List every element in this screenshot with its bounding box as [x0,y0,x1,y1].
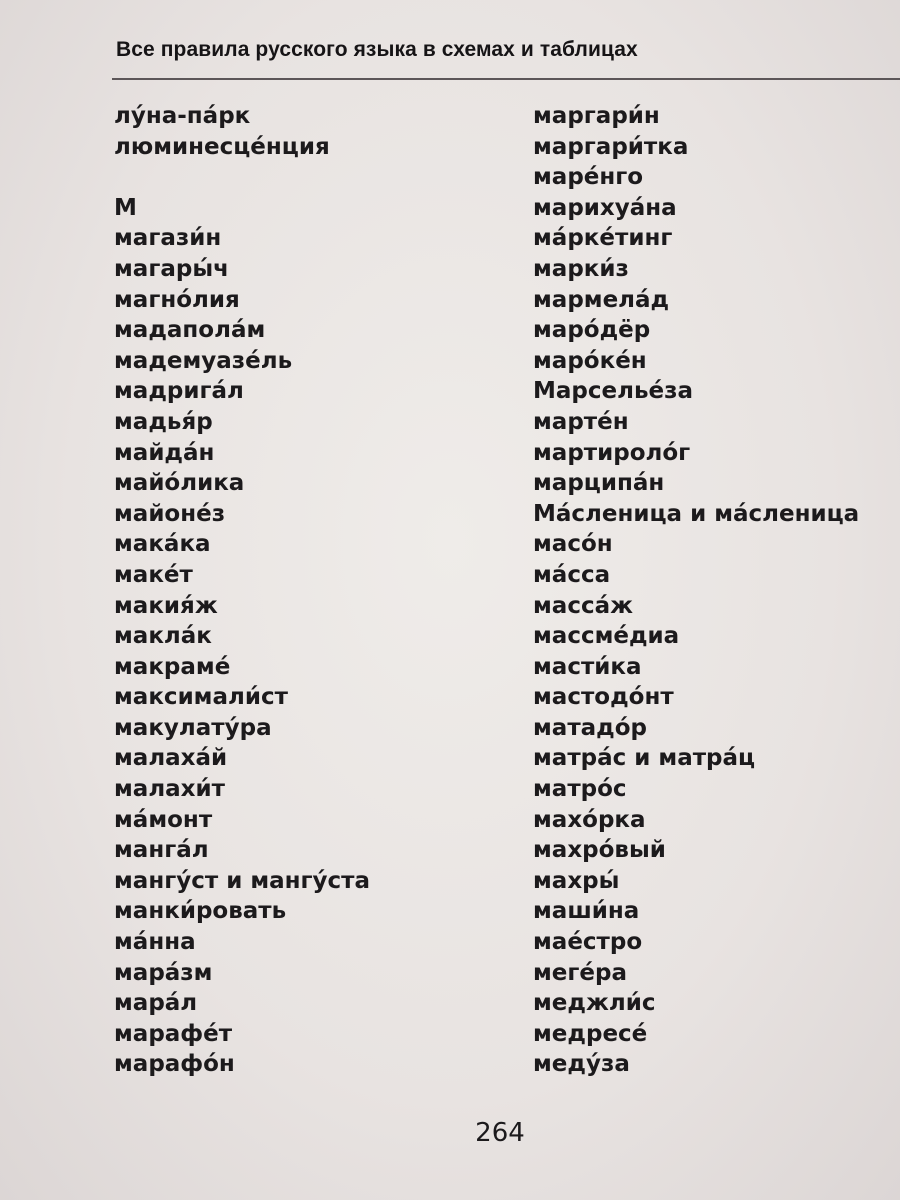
header-rule [112,78,900,80]
dictionary-entry: меге́ра [533,959,627,986]
dictionary-entry: мангу́ст и мангу́ста [114,867,371,894]
dictionary-entry: Марселье́за [533,378,693,405]
dictionary-entry: малаха́й [114,745,228,772]
dictionary-entry: массме́диа [533,623,680,650]
dictionary-entry: мармела́д [533,286,670,313]
dictionary-entry: майоне́з [114,500,226,527]
dictionary-entry: марципа́н [533,470,665,497]
dictionary-entry: махо́рка [533,806,646,833]
dictionary-entry: максимали́ст [114,684,288,711]
dictionary-entry: маргари́н [533,103,660,129]
dictionary-entry: масса́ж [533,592,633,619]
dictionary-entry: магно́лия [114,286,240,313]
dictionary-entry: мадрига́л [114,378,244,405]
dictionary-entry: меду́за [533,1051,630,1078]
dictionary-entry: ма́нна [114,929,196,956]
dictionary-entry: мадья́р [114,408,213,435]
dictionary-entry: магары́ч [114,255,229,282]
dictionary-entry: масо́н [533,531,613,558]
dictionary-entry: малахи́т [114,776,225,803]
dictionary-entry: маре́нго [533,164,644,191]
left-word-column [114,101,370,1080]
dictionary-entry: макла́к [114,623,212,650]
dictionary-entry: мартироло́г [533,439,691,466]
dictionary-entry: мара́зм [114,959,213,986]
dictionary-entry: мастодо́нт [533,684,674,711]
dictionary-entry: марафе́т [114,1020,233,1047]
dictionary-entry: мадапола́м [114,317,266,344]
dictionary-entry: лу́на-па́рк [114,103,251,129]
dictionary-entry: меджли́с [533,990,656,1017]
dictionary-entry: маро́дёр [533,317,651,344]
dictionary-entry: мае́стро [533,929,643,956]
dictionary-entry: марте́н [533,408,629,435]
dictionary-entry: махро́вый [533,837,666,864]
dictionary-entry: матра́с и матра́ц [533,745,756,772]
dictionary-entry: ма́монт [114,806,213,833]
dictionary-entry: магази́н [114,225,222,252]
dictionary-entry: мака́ка [114,531,211,558]
dictionary-entry: манки́ровать [114,898,287,925]
dictionary-entry: марки́з [533,255,629,282]
dictionary-entry: макия́ж [114,592,218,619]
dictionary-entry: майо́лика [114,470,245,497]
dictionary-entry: мара́л [114,990,198,1017]
dictionary-entry: макулату́ра [114,714,272,741]
dictionary-entry: Ма́сленица и ма́сленица [533,500,860,527]
dictionary-entry: матро́с [533,776,627,803]
dictionary-entry: масти́ка [533,653,642,680]
dictionary-entry: ма́сса [533,561,611,588]
dictionary-entry: манга́л [114,837,209,864]
right-word-column [533,101,859,1080]
dictionary-entry: макраме́ [114,653,231,680]
dictionary-entry: ма́рке́тинг [533,225,673,252]
dictionary-entry: маргари́тка [533,133,689,160]
running-head: Все правила русского языка в схемах и таблицах [116,38,638,61]
page-number: 264 [475,1118,525,1148]
dictionary-entry: медресе́ [533,1020,648,1047]
section-letter: М [114,194,137,221]
dictionary-entry: марихуа́на [533,194,677,221]
dictionary-entry: маро́ке́н [533,347,647,374]
dictionary-entry: мадемуазе́ль [114,347,293,374]
dictionary-entry: люминесце́нция [114,133,330,160]
dictionary-entry: марафо́н [114,1051,235,1078]
dictionary-entry: махры́ [533,867,620,894]
dictionary-entry: маке́т [114,561,193,588]
dictionary-entry: матадо́р [533,714,648,741]
entry-gap [114,162,370,193]
dictionary-entry: майда́н [114,439,215,466]
dictionary-entry: маши́на [533,898,640,925]
